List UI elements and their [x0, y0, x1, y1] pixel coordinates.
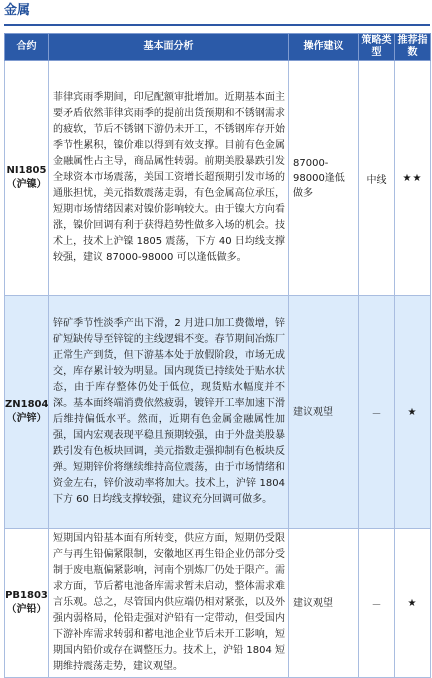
- table-row: [5, 296, 431, 529]
- analysis-cell: 短期国内铅基本面有所转变，供应方面，短期仍受限产与再生铅偏紧限制，安徽地区再生铅企业仍部分受制于废电瓶偏紧影响，河南个别炼厂仍处于限产。需求方面，节后蓄电池备库需求暂未启动，整体需求难言乐观。总之，尽管国内供应端仍相对紧张，以及外强内弱格局，伦铅走强对沪铅有一定带动，但受国内下游补库需求转弱和蓄电池企业节后未开工影响，短期国内铅价或存在调整压力。技术上，沪铅 1804 短期维持震荡走势，建议观望。: [49, 529, 289, 678]
- contract-cell: [5, 296, 49, 529]
- header-strategy: 策略类型: [359, 34, 395, 61]
- analysis-cell: 锌矿季节性淡季产出下滑，2 月进口加工费微增，锌矿短缺传导至锌锭的主线逻辑不变。春节期间冶炼厂正常生产到货，但下游基本处于放假阶段，市场无成交，库存累计较为明显。国内现货已持续处于贴水状态，由于库存整体仍处于低位，现货贴水幅度并不深。基本面终端消费依然疲弱，镀锌开工率加速下滑后维持偏低水平。然而，近期有色金属金融属性加强，国内宏观表现平稳且预期较强，由于外盘美股暴跌引发有色板块回调，美元指数走强抑制有色板块反弹。短期锌价将继续维持高位震荡，由于市场情绪和资金左右，锌价波动率将加大。技术上，沪锌 1804 下方 60 日均线支撑较强，建议充分回调可做多。: [49, 296, 289, 529]
- advice-cell: 建议观望: [289, 296, 359, 529]
- table-header-row: [5, 34, 431, 61]
- advice-cell: 建议观望: [289, 529, 359, 678]
- header-advice: 操作建议: [289, 34, 359, 61]
- section-divider: [4, 24, 430, 26]
- rating-cell: ★: [395, 296, 431, 529]
- metals-strategy-table: [4, 33, 431, 678]
- analysis-cell: 菲律宾雨季期间，印尼配额审批增加。近期基本面主要矛盾依然菲律宾雨季的提前出货预期和不锈钢需求的疲软，节后不锈钢下游仍未开工，不锈钢库存开始季节性累积，镍价难以得到有效支撑。目前有色金属金融属性占主导，商品属性转弱。前期美股暴跌引发全球资本市场震荡，美国工资增长超预期引发市场的通胀担忧，美元指数震荡走弱，有色金属高位承压，短期市场情绪因素对镍价影响较大。由于镍大方向看涨，镍价回调有利于获得趋势性做多入场的机会。技术上，技术上沪镍 1805 震荡，下方 40 日均线支撑较强，建议 87000-98000 可以逢低做多。: [49, 61, 289, 296]
- header-contract: 合约: [5, 34, 49, 61]
- rating-cell: ★: [395, 529, 431, 678]
- table-row: [5, 529, 431, 678]
- contract-cell: [5, 61, 49, 296]
- strategy-cell: －: [359, 296, 395, 529]
- contract-code: PB1803: [5, 590, 48, 601]
- contract-cell: [5, 529, 49, 678]
- contract-code: NI1805: [6, 165, 47, 176]
- rating-cell: ★★: [395, 61, 431, 296]
- header-analysis: 基本面分析: [49, 34, 289, 61]
- strategy-cell: 中线: [359, 61, 395, 296]
- contract-exchange: （沪镍）: [6, 179, 47, 190]
- contract-exchange: （沪锌）: [6, 413, 47, 424]
- table-row: [5, 61, 431, 296]
- contract-code: ZN1804: [5, 399, 49, 410]
- section-title: 金属: [4, 3, 31, 18]
- header-rating: 推荐指数: [395, 34, 431, 61]
- contract-exchange: （沪铅）: [6, 604, 47, 615]
- advice-cell: 87000-98000逢低做多: [289, 61, 359, 296]
- strategy-cell: －: [359, 529, 395, 678]
